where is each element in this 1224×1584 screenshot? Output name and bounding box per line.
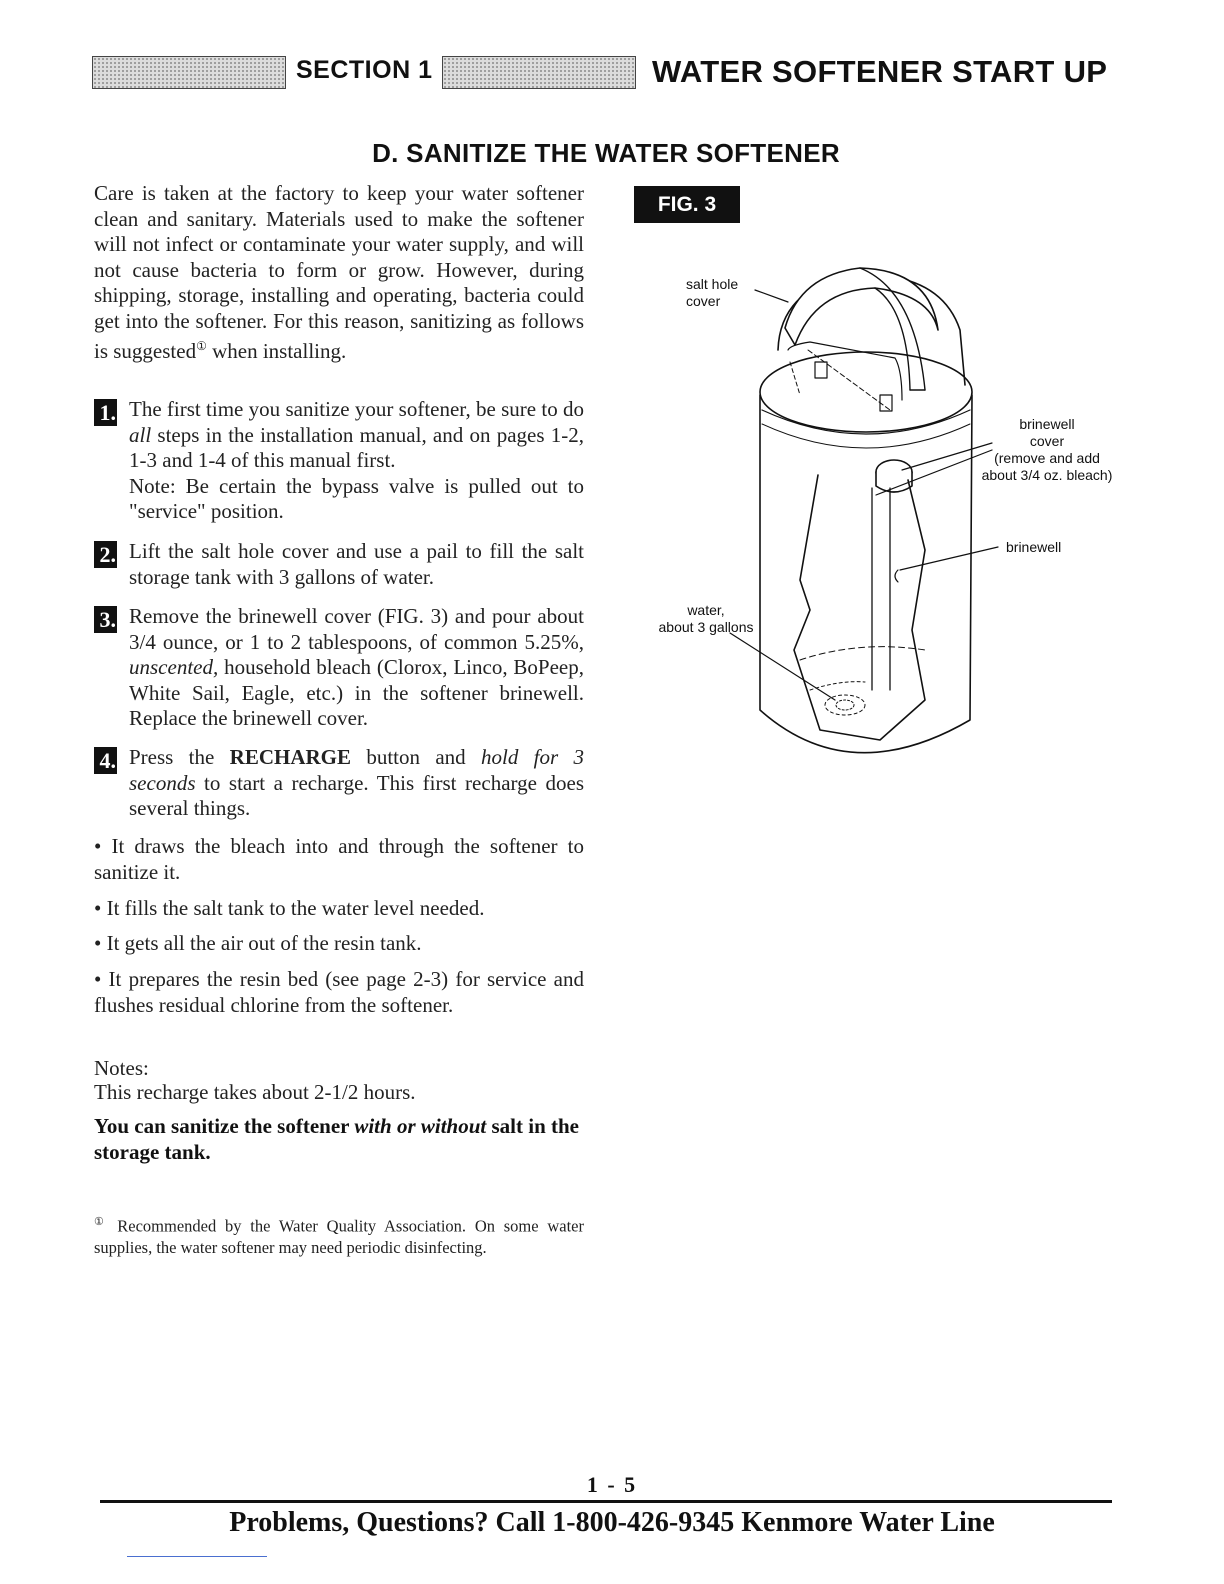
bullet-item: • It draws the bleach into and through the softener to sanitize it. (94, 834, 584, 884)
step-number-badge: 1. (94, 399, 117, 426)
callout-salt-hole-cover (686, 276, 738, 310)
intro-text-end: when installing. (206, 339, 347, 363)
callout-water (648, 602, 764, 636)
step-text: button and (351, 745, 481, 769)
callout-brinewell: brinewell (1006, 539, 1062, 555)
heading-text: D. SANITIZE THE WATER SOFTENER (372, 138, 840, 168)
leader-water (730, 633, 835, 700)
bold-note-text: salt in the storage tank. (94, 1114, 580, 1164)
footer-rule (100, 1500, 1112, 1503)
footer-helpline: Problems, Questions? Call 1-800-426-9345 Kenmore Water Line (229, 1507, 995, 1538)
step-text: to start a recharge. This first recharge does several things. (129, 770, 584, 820)
bullet-item: • It gets all the air out of the resin tank. (94, 931, 422, 955)
callout-line: about 3 gallons (658, 619, 754, 635)
salt-hole-cover (785, 268, 938, 345)
step-text: Remove the brinewell cover (FIG. 3) and pour about 3/4 ounce, or 1 to 2 tablespoons, of common 5.25%, (129, 604, 584, 654)
intro-paragraph (94, 181, 584, 365)
water-softener-illustration (640, 250, 1130, 780)
notes-text: This recharge takes about 2-1/2 hours. (94, 1080, 416, 1104)
step-3 (94, 604, 584, 732)
header-pattern-bar-right (442, 56, 636, 89)
step-text: household bleach (Clorox, Linco, BoPeep, White Sail, Eagle, etc.) in the softener brinewell. Replace the brinewell cover. (129, 655, 584, 730)
bullet-item: • It prepares the resin bed (see page 2-3) for service and flushes residual chlorine from the softener. (94, 967, 584, 1017)
tank-body-outline (760, 395, 972, 753)
water-softener-figure (640, 250, 1130, 780)
step-number-badge: 3. (94, 606, 117, 633)
footnote-reference: ① (196, 339, 207, 353)
page-heading (0, 138, 1224, 169)
footnote (94, 1212, 584, 1258)
callout-brinewell-cover (974, 416, 1120, 484)
bold-note (94, 1114, 584, 1165)
section-label: SECTION 1 (296, 56, 433, 84)
step-text: Lift the salt hole cover and use a pail to fill the salt storage tank with 3 gallons of water. (129, 539, 584, 589)
callout-line: about 3/4 oz. bleach) (981, 467, 1113, 483)
footnote-mark: ① (94, 1216, 109, 1228)
page-number: 1 - 5 (586, 1472, 638, 1497)
notes-label: Notes: (94, 1056, 149, 1080)
step-note: Note: Be certain the bypass valve is pulled out to "service" position. (129, 473, 584, 523)
recharge-button-name: RECHARGE (229, 745, 352, 769)
step-number-badge: 4. (94, 747, 117, 774)
bold-note-text: You can sanitize the softener (94, 1114, 355, 1138)
step-text: Press the (129, 745, 230, 769)
leader-brinewell (900, 547, 998, 570)
step-1 (94, 397, 584, 525)
step-text: steps in the installation manual, and on pages 1-2, 1-3 and 1-4 of this manual first. (129, 422, 584, 472)
callout-line: (remove and add (994, 450, 1100, 466)
header-pattern-bar-left (92, 56, 286, 89)
tank-cutaway (794, 475, 925, 740)
step-text-italic: unscented, (129, 655, 219, 679)
callout-line: brinewell (1019, 416, 1075, 432)
step-4 (94, 745, 584, 822)
footnote-text: Recommended by the Water Quality Association. On some water supplies, the water softener may need periodic disinfecting. (94, 1216, 584, 1257)
step-text-italic: hold for 3 seconds (129, 745, 584, 795)
callout-line: cover (1029, 433, 1065, 449)
chapter-title: WATER SOFTENER START UP (652, 54, 1108, 89)
callout-line: water, (687, 602, 725, 618)
bullet-item: • It fills the salt tank to the water level needed. (94, 896, 485, 920)
scan-artifact-line (127, 1556, 267, 1557)
leader-salt-hole-cover (755, 290, 788, 302)
bold-note-italic: with or without (354, 1114, 487, 1138)
step-text: The first time you sanitize your softener, be sure to do (129, 397, 584, 421)
callout-line: cover (686, 293, 721, 309)
step-number-badge: 2. (94, 541, 117, 568)
intro-text: Care is taken at the factory to keep your water softener clean and sanitary. Materials used to make the softener will not infect or contaminate your water supply, and will not cause bacteria to form or grow. However, during shipping, storage, installing and operating, bacteria could get into the softener. For this reason, sanitizing as follows is suggested (94, 181, 584, 363)
brinewell-tube (872, 488, 890, 690)
tank-top-rim (760, 352, 972, 432)
callout-line: salt hole (686, 276, 739, 292)
figure-label: FIG. 3 (634, 186, 740, 223)
step-2 (94, 539, 584, 590)
step-text-italic: all (129, 422, 152, 447)
